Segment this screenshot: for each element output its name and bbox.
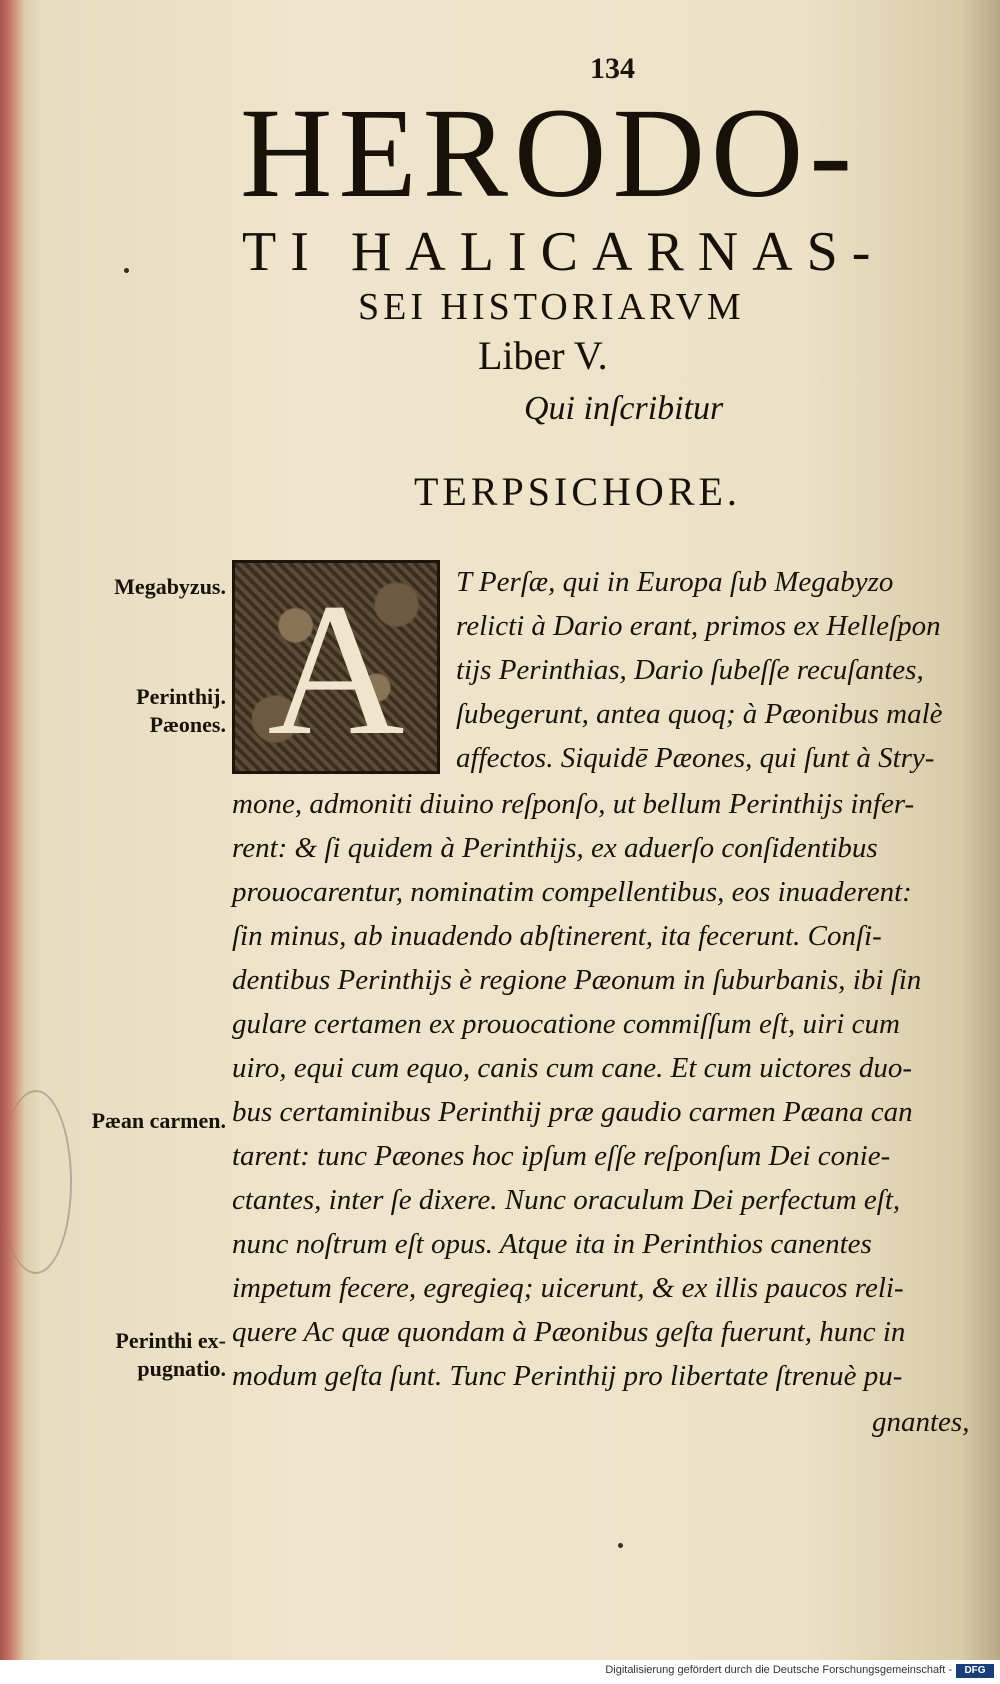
inscribitur-heading: Qui inſcribitur [524,390,724,427]
body-line: modum geſta ſunt. Tunc Perinthij pro libertate ſtrenuè pu- [232,1360,903,1392]
body-line: tarent: tunc Pæones hoc ipſum eſſe reſponſum Dei conie- [232,1140,891,1172]
title-line-3: SEI HISTORIARVM [358,286,745,328]
body-line: quere Ac quæ quondam à Pæonibus geſta fuerunt, hunc in [232,1316,906,1348]
body-line: ſubegerunt, antea quoq; à Pæonibus malè [456,698,943,730]
body-line: gulare certamen ex prouocatione commiſſum eſt, uiri cum [232,1008,900,1040]
ink-dot [124,268,129,273]
body-line: rent: & ſi quidem à Perinthijs, ex aduerſo conſidentibus [232,832,878,864]
body-line: relicti à Dario erant, primos ex Helleſpon [456,610,941,642]
body-line: ctantes, inter ſe dixere. Nunc oraculum Dei perfectum eſt, [232,1184,901,1216]
body-line: impetum fecere, egregieq; uicerunt, & ex illis paucos reli- [232,1272,904,1304]
body-line: affectos. Siquidē Pæones, qui ſunt à Stry- [456,742,935,774]
body-line: T Perſæ, qui in Europa ſub Megabyzo [456,566,894,598]
margin-note-pugnatio: pugnatio. [137,1356,226,1381]
book-edge [0,0,24,1684]
margin-note-perinthi-expugnatio: Perinthi ex- [115,1328,226,1353]
body-line: mone, admoniti diuino reſponſo, ut bellum Perinthijs infer- [232,788,915,820]
body-line: nunc noſtrum eſt opus. Atque ita in Perinthios canentes [232,1228,872,1260]
digitization-credit: Digitalisierung gefördert durch die Deutsche Forschungsgemeinschaft - [605,1664,952,1676]
dfg-logo: DFG [956,1664,994,1678]
body-line: uiro, equi cum equo, canis cum cane. Et cum uictores duo- [232,1052,912,1084]
body-line: tijs Perinthias, Dario ſubeſſe recuſantes, [456,654,924,686]
body-line: gnantes, [872,1406,970,1438]
drop-cap-letter: A [267,565,405,775]
title-line-1: HERODO- [240,82,858,224]
book-name-heading: TERPSICHORE. [414,469,741,514]
liber-heading: Liber V. [478,333,608,378]
margin-note-paeones: Pæones. [149,712,226,737]
drop-cap-ornament [232,560,440,774]
ink-dot [618,1543,623,1548]
margin-note-perinthij: Perinthij. [136,684,226,709]
margin-note-paean-carmen: Pæan carmen. [91,1108,226,1133]
page-number: 134 [590,52,635,85]
title-line-2: TI HALICARNAS- [242,221,885,283]
body-line: dentibus Perinthijs è regione Pæonum in ſuburbanis, ibi ſin [232,964,922,996]
margin-note-megabyzus: Megabyzus. [114,574,226,599]
body-line: bus certaminibus Perinthij præ gaudio carmen Pæana can [232,1096,913,1128]
body-line: prouocarentur, nominatim compellentibus, eos inuaderent: [232,876,912,908]
body-line: ſin minus, ab inuadendo abſtinerent, ita fecerunt. Conſi- [232,920,882,952]
